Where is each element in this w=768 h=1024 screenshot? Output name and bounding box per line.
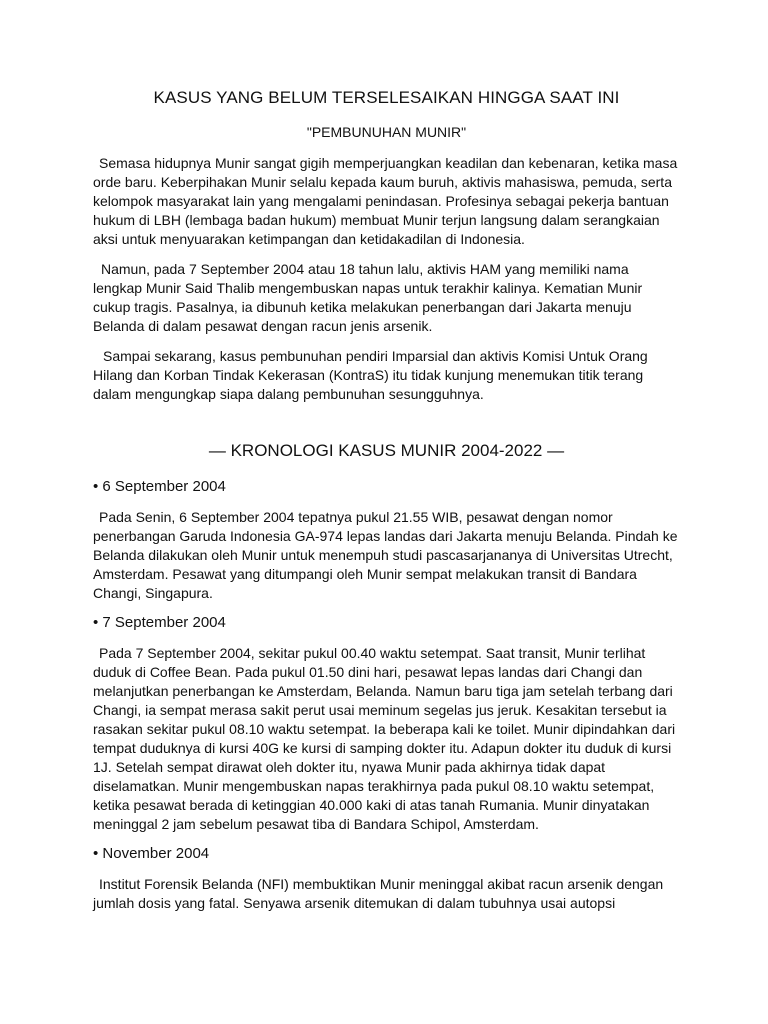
entry-date: • 6 September 2004 — [93, 478, 226, 495]
entry-text: Pada 7 September 2004, sekitar pukul 00.40 waktu setempat. Saat transit, Munir terlihat duduk di Coffee Bean. Pada pukul 01.50 dini hari, pesawat lepas landas dari Changi dan melanjutkan penerbangan ke Amsterdam, Belanda. Namun baru tiga jam setelah terbang dari Changi, ia sempat merasa sakit perut usai meminum segelas jus jeruk. Kesakitan tersebut ia rasakan sekitar pukul 08.10 waktu setempat. Ia beberapa kali ke toilet. Munir dipindahkan dari tempat duduknya di kursi 40G ke kursi di samping dokter itu. Adapun dokter itu duduk di kursi 1J. Setelah sempat dirawat oleh dokter itu, nyawa Munir pada akhirnya tidak dapat diselamatkan. Munir mengembuskan napas terakhirnya pada pukul 08.10 waktu setempat, ketika pesawat berada di ketinggian 40.000 kaki di atas tanah Rumania. Munir dinyatakan meninggal 2 jam sebelum pesawat tiba di Bandara Schipol, Amsterdam. — [93, 645, 676, 832]
intro-paragraph: Sampai sekarang, kasus pembunuhan pendiri Imparsial dan aktivis Komisi Untuk Orang Hilang dan Korban Tindak Kekerasan (KontraS) itu tidak kunjung menemukan titik terang dalam mengungkap siapa dalang pembunuhan sesungguhnya. — [93, 348, 648, 402]
document-title: KASUS YANG BELUM TERSELESAIKAN HINGGA SAAT INI — [153, 88, 620, 107]
document-subtitle: "PEMBUNUHAN MUNIR" — [306, 124, 467, 140]
entry-text: Institut Forensik Belanda (NFI) membuktikan Munir meninggal akibat racun arsenik dengan jumlah dosis yang fatal. Senyawa arsenik ditemukan di dalam tubuhnya usai autopsi — [93, 876, 664, 911]
intro-paragraph: Semasa hidupnya Munir sangat gigih memperjuangkan keadilan dan kebenaran, ketika masa orde baru. Keberpihakan Munir selalu kepada kaum buruh, aktivis mahasiswa, pemuda, serta kelompok masyarakat lain yang mengalami penindasan. Profesinya sebagai pekerja bantuan hukum di LBH (lembaga badan hukum) membuat Munir terjun langsung dalam serangkaian aksi untuk menyuarakan ketimpangan dan ketidakadilan di Indonesia. — [93, 155, 678, 247]
entry-date: • 7 September 2004 — [93, 614, 226, 631]
entry-date: • November 2004 — [93, 845, 210, 862]
entry-text: Pada Senin, 6 September 2004 tepatnya pukul 21.55 WIB, pesawat dengan nomor penerbangan Garuda Indonesia GA-974 lepas landas dari Jakarta menuju Belanda. Pindah ke Belanda dilakukan oleh Munir untuk menempuh studi pascasarjananya di Universitas Utrecht, Amsterdam. Pesawat yang ditumpangi oleh Munir sempat melakukan transit di Bandara Changi, Singapura. — [93, 509, 678, 601]
section-title: — KRONOLOGI KASUS MUNIR 2004-2022 — — [208, 441, 565, 460]
intro-paragraph: Namun, pada 7 September 2004 atau 18 tahun lalu, aktivis HAM yang memiliki nama lengkap Munir Said Thalib mengembuskan napas untuk terakhir kalinya. Kematian Munir cukup tragis. Pasalnya, ia dibunuh ketika melakukan penerbangan dari Jakarta menuju Belanda di dalam pesawat dengan racun jenis arsenik. — [93, 261, 643, 334]
